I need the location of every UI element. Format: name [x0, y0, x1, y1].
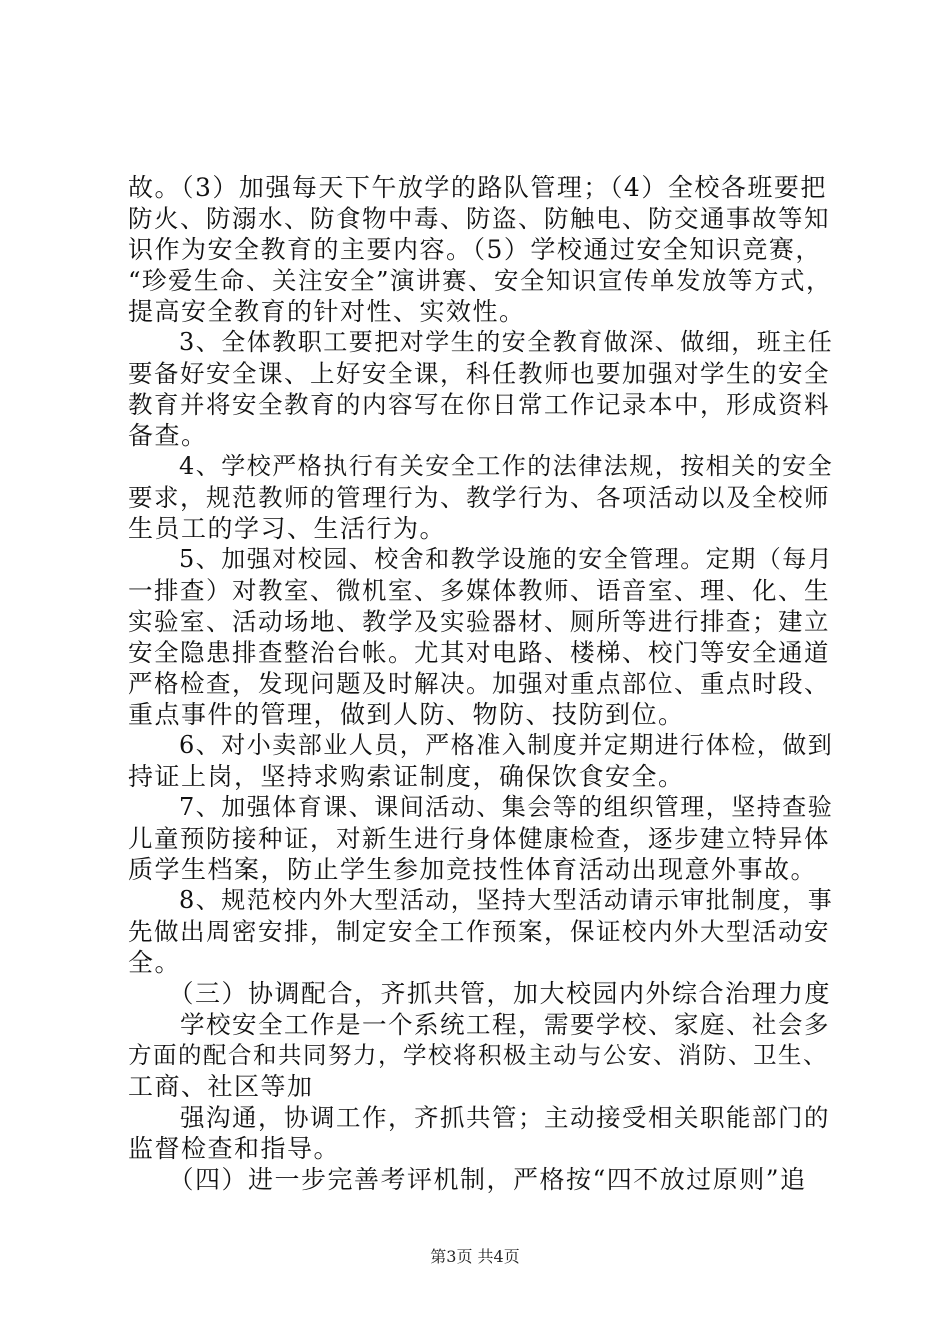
text-line: 8、规范校内外大型活动，坚持大型活动请示审批制度，事 — [128, 886, 834, 914]
text-line: 一排查）对教室、微机室、多媒体教师、语音室、理、化、生 — [128, 576, 830, 605]
text-line: 故。（3）加强每天下午放学的路队管理；（4）全校各班要把 — [128, 173, 827, 202]
body-text — [128, 172, 834, 1195]
text-line: 生员工的学习、生活行为。 — [128, 514, 447, 543]
text-line: 严格检查，发现问题及时解决。加强对重点部位、重点时段、 — [128, 669, 830, 698]
text-line: 儿童预防接种证，对新生进行身体健康检查，逐步建立特异体 — [128, 824, 830, 853]
text-line: 工商、社区等加 — [128, 1072, 314, 1101]
text-line: 实验室、活动场地、教学及实验器材、厕所等进行排查；建立 — [128, 607, 830, 636]
text-line: 3、全体教职工要把对学生的安全教育做深、做细，班主任 — [128, 328, 834, 356]
text-line: 4、学校严格执行有关安全工作的法律法规，按相关的安全 — [128, 452, 834, 480]
text-line: 强沟通，协调工作，齐抓共管；主动接受相关职能部门的 — [128, 1103, 830, 1132]
text-line: 要求，规范教师的管理行为、教学行为、各项活动以及全校师 — [128, 483, 830, 512]
text-line: 7、加强体育课、课间活动、集会等的组织管理，坚持查验 — [128, 793, 834, 821]
text-line: 监督检查和指导。 — [128, 1134, 341, 1163]
text-line: （四）进一步完善考评机制，严格按“四不放过原则”追 — [128, 1165, 807, 1194]
text-line: 教育并将安全教育的内容写在你日常工作记录本中，形成资料 — [128, 390, 830, 419]
text-line: 重点事件的管理，做到人防、物防、技防到位。 — [128, 700, 685, 729]
text-line: 提高安全教育的针对性、实效性。 — [128, 297, 526, 326]
text-line: 持证上岗，坚持求购索证制度，确保饮食安全。 — [128, 762, 685, 791]
text-line: 5、加强对校园、校舍和教学设施的安全管理。定期（每月 — [128, 545, 834, 573]
text-line: 先做出周密安排，制定安全工作预案，保证校内外大型活动安 — [128, 917, 830, 946]
text-line: 安全隐患排查整治台帐。尤其对电路、楼梯、校门等安全通道 — [128, 638, 830, 667]
text-line: 备查。 — [128, 421, 208, 450]
text-line: 全。 — [128, 948, 182, 977]
text-line: 防火、防溺水、防食物中毒、防盗、防触电、防交通事故等知 — [128, 204, 830, 233]
text-line: “珍爱生命、关注安全”演讲赛、安全知识宣传单发放等方式， — [128, 266, 833, 295]
text-line: 6、对小卖部业人员，严格准入制度并定期进行体检，做到 — [128, 731, 834, 759]
text-line: （三）协调配合，齐抓共管，加大校园内外综合治理力度 — [128, 979, 832, 1008]
text-line: 方面的配合和共同努力，学校将积极主动与公安、消防、卫生、 — [128, 1041, 828, 1069]
text-line: 学校安全工作是一个系统工程，需要学校、家庭、社会多 — [128, 1010, 830, 1039]
text-line: 识作为安全教育的主要内容。（5）学校通过安全知识竞赛， — [128, 235, 822, 264]
text-line: 要备好安全课、上好安全课，科任教师也要加强对学生的安全 — [128, 359, 830, 388]
page-number-footer: 第3页 共4页 — [430, 1247, 520, 1266]
text-line: 质学生档案，防止学生参加竞技性体育活动出现意外事故。 — [128, 855, 818, 884]
